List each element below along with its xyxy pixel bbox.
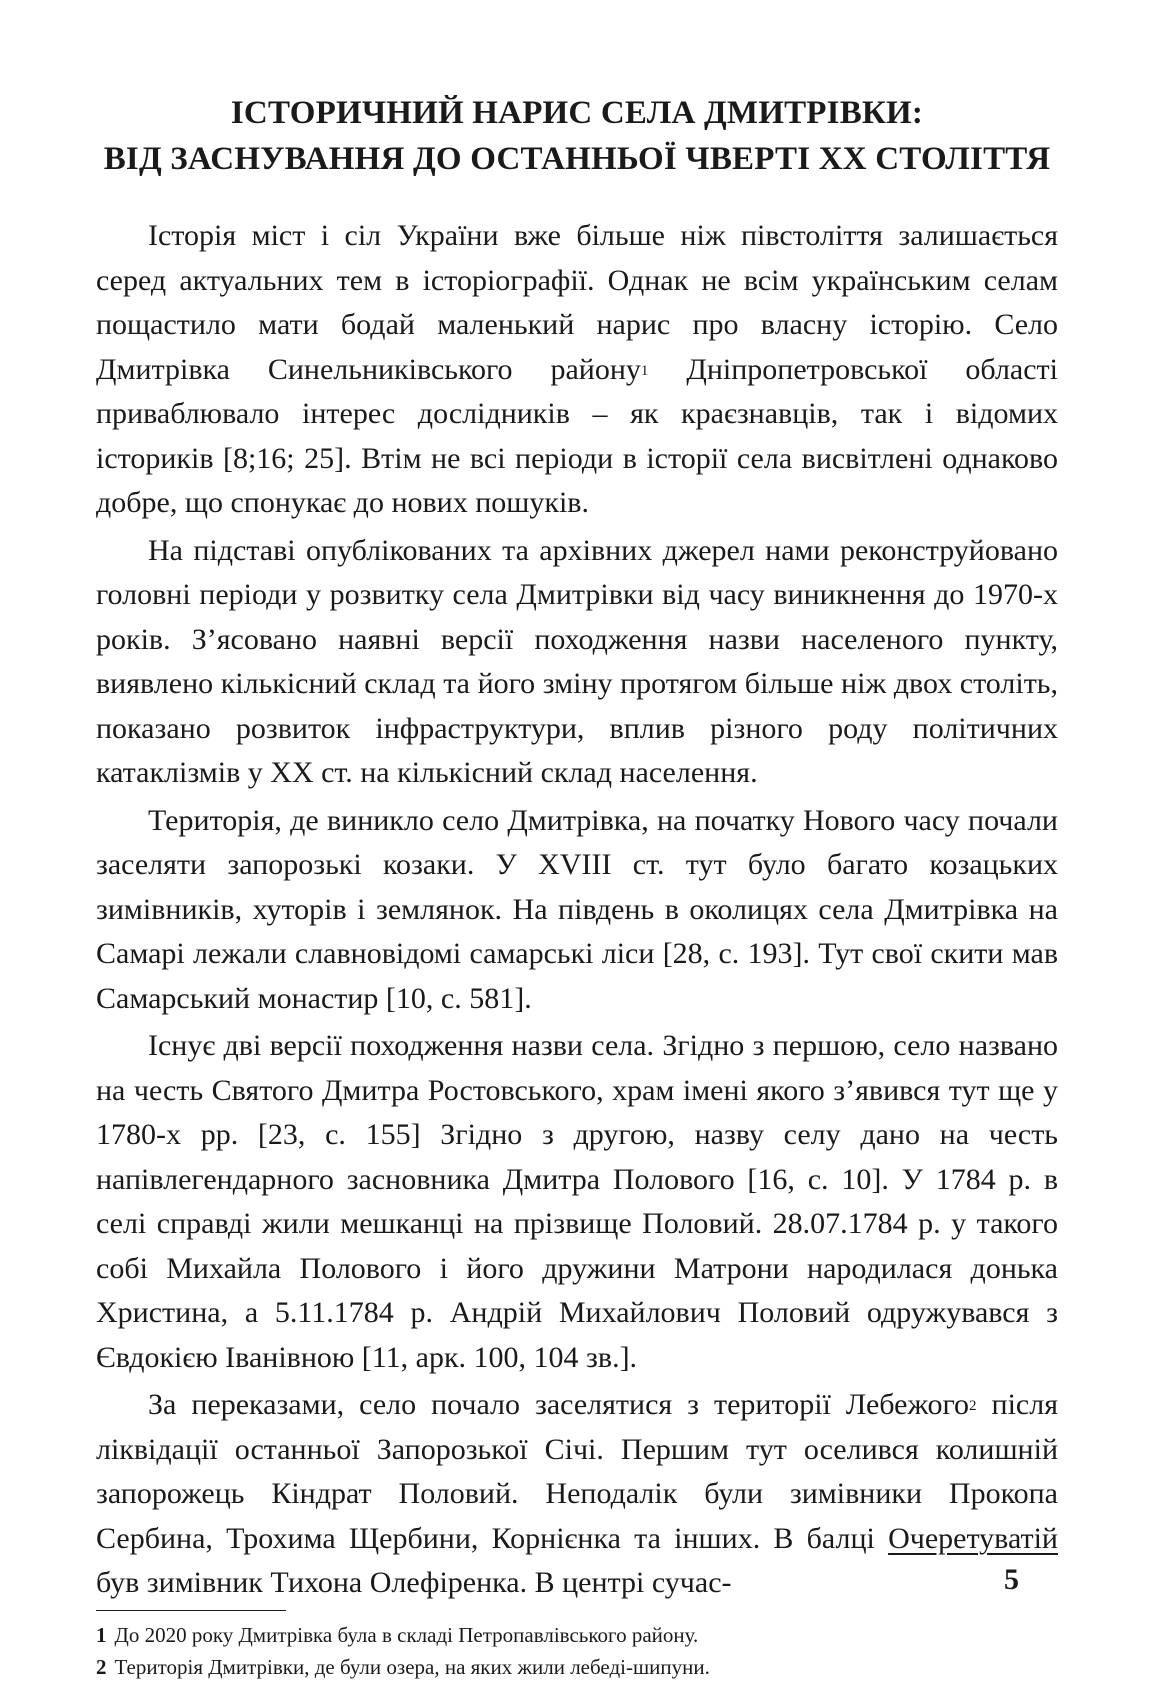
paragraph-2: На підставі опублікованих та архівних джерел нами реконструйовано головні періоди у розвитку села Дмитрівки від часу виникнення до 1970-х років. З’ясовано наявні версії походження назви населеного пункту, виявлено кількісний склад та його зміну протягом більше ніж двох століть, показано розвиток інфраструктури, вплив різного роду політичних катаклізмів у ХХ ст. на кількісний склад населення. xyxy=(96,533,1058,789)
footnote-2-text: Територія Дмитрівки, де були озера, на яких жили лебеді-шипуни. xyxy=(114,1654,710,1679)
footnote-ref-1: 1 xyxy=(640,362,649,379)
paragraph-5-text-a: За переказами, село почало заселятися з території Лебежого xyxy=(148,1388,970,1421)
body-text xyxy=(96,214,1058,1606)
footnotes xyxy=(96,1619,1058,1683)
paragraph-4: Існує дві версії походження назви села. Згідно з першою, село названо на честь Святого Дмитра Ростовського, храм імені якого з’явився тут ще у 1780-х рр. [23, с. 155] Згідно з другою, назву селу дано на честь напівлегендарного засновника Дмитра Полового [16, с. 10]. У 1784 р. в селі справді жили мешканці на прізвище Половий. 28.07.1784 р. у такого собі Михайла Полового і його дружини Матрони народилася донька Христина, а 5.11.1784 р. Андрій Михайлович Половий одружувався з Євдокією Іванівною [11, арк. 100, 104 зв.]. xyxy=(96,1029,1058,1374)
underlined-place-name: Очеретуватій xyxy=(888,1521,1058,1555)
chapter-title-line-2: ВІД ЗАСНУВАННЯ ДО ОСТАННЬОЇ ЧВЕРТІ ХХ СТОЛІТТЯ xyxy=(103,141,1051,177)
footnote-1 xyxy=(96,1619,1058,1651)
paragraph-1-text-a: Історія міст і сіл України вже більше ніж півстоліття залишається серед актуальних тем в історіографії. Однак не всім українським селам пощастило мати бодай маленький нарис про власну історію. Село Дмитрівка Синельниківського району xyxy=(96,219,1058,386)
paragraph-3: Територія, де виникло село Дмитрівка, на початку Нового часу почали заселяти запорозькі козаки. У XVIII ст. тут було багато козацьких зимівників, хуторів і землянок. На південь в околицях села Дмитрівка на Самарі лежали славновідомі самарські ліси [28, с. 193]. Тут свої скити мав Самарський монастир [10, с. 581]. xyxy=(96,803,1058,1015)
paragraph-1-text-b: Дніпропетровської області приваблювало інтерес дослідників – як краєзнавців, так і відомих істориків [8;16; 25]. Втім не всі періоди в історії села висвітлені однаково добре, що спонукає до нових пошуків. xyxy=(96,352,1058,519)
paragraph-5-text-c: був зимівник Тихона Олефіренка. В центрі сучас- xyxy=(96,1566,732,1599)
page-number: 5 xyxy=(1004,1563,1019,1596)
footnote-1-text: До 2020 року Дмитрівка була в складі Петропавлівського району. xyxy=(114,1622,699,1647)
footnote-2-number: 2 xyxy=(96,1654,107,1679)
footnote-2 xyxy=(96,1651,1058,1683)
document-page xyxy=(96,90,1058,1683)
paragraph-1 xyxy=(96,214,1058,526)
chapter-title xyxy=(96,90,1058,182)
footnote-divider xyxy=(96,1610,286,1611)
footnote-1-number: 1 xyxy=(96,1622,107,1647)
paragraph-5 xyxy=(96,1383,1058,1606)
footnote-ref-2: 2 xyxy=(969,1398,977,1414)
chapter-title-line-1: ІСТОРИЧНИЙ НАРИС СЕЛА ДМИТРІВКИ: xyxy=(230,95,924,131)
paragraph-5-text-b: після ліквідації останньої Запорозької Січі. Першим тут оселився колишній запорожець Кіндрат Половий. Неподалік були зимівники Прокопа Сербина, Трохима Щербини, Корнієнка та інших. В балці xyxy=(96,1388,1058,1555)
